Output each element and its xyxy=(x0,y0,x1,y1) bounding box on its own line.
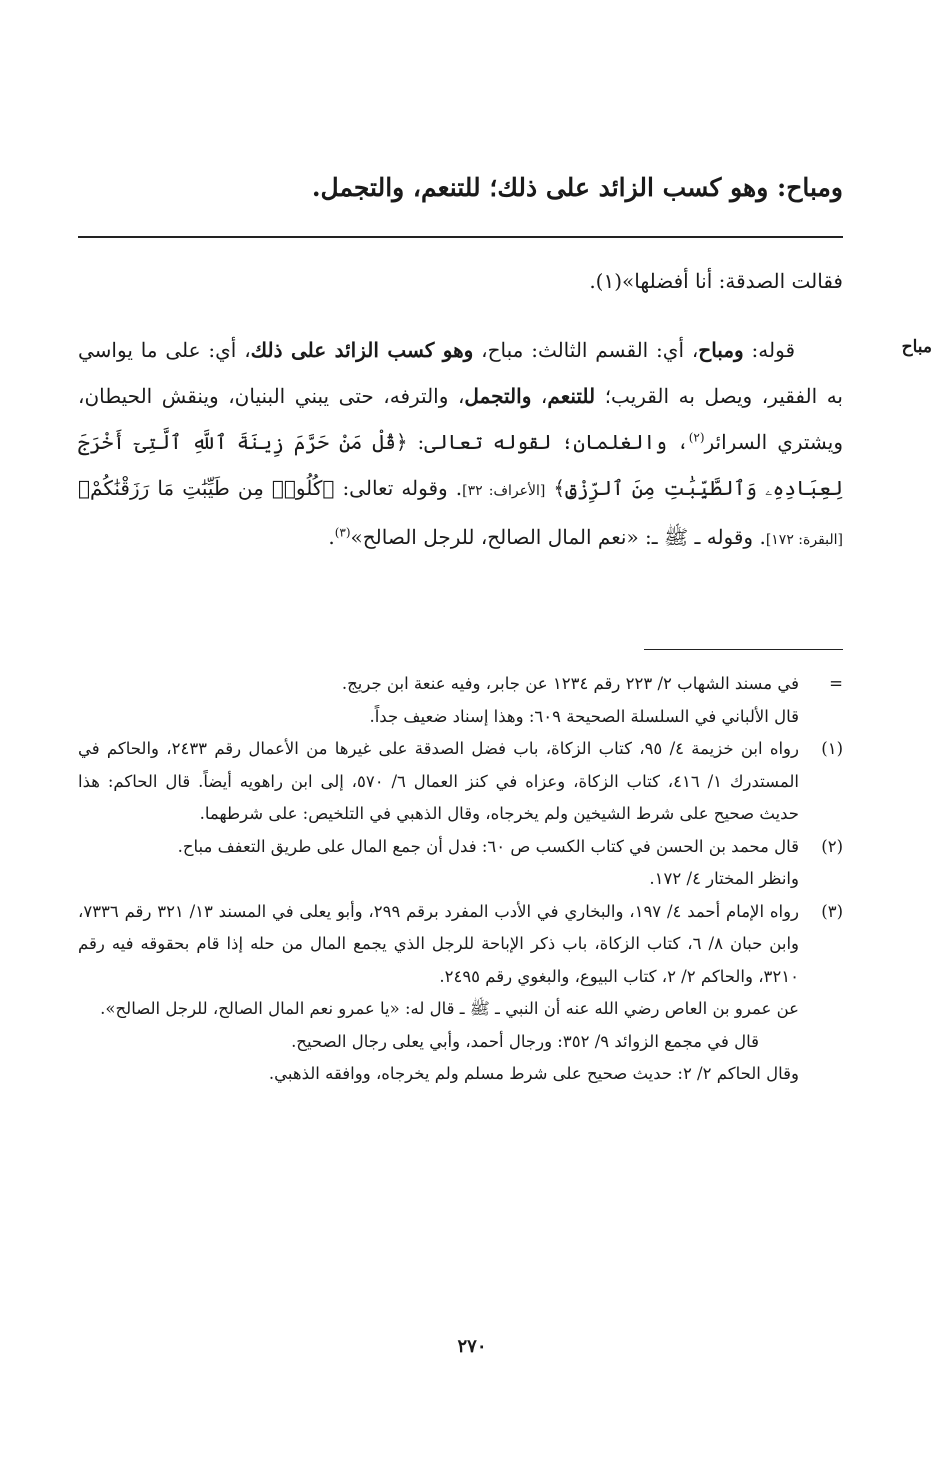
footnote-1: (١) رواه ابن خزيمة ٤/ ٩٥، كتاب الزكاة، باب فضل الصدقة على غيرها من الأعمال رقم ٢٤٣٣، والحاكم في المستدرك ١/ ٤١٦، كتاب الزكاة، وعزاه في كنز العمال ٦/ ٥٧٠، إلى ابن راهويه أيضاً. قال الحاكم: هذا حديث صحيح على شرط الشيخين ولم يخرجاه، وقال الذهبي في التلخيص: على شرطهما. xyxy=(78,733,843,831)
footnote-ref-2: (٢) xyxy=(688,430,705,445)
footnote-separator-rule xyxy=(644,649,843,650)
footnote-continued: = في مسند الشهاب ٢/ ٢٢٣ رقم ١٢٣٤ عن جابر، وفيه عنعة ابن جريج. قال الألباني في السلسلة الصحيحة ٦٠٩: وهذا إسناد ضعيف جداً. xyxy=(78,668,843,733)
footnote-mark: = xyxy=(829,674,843,693)
footnote-mark: (٣) xyxy=(821,901,843,921)
footnote-3: (٣) رواه الإمام أحمد ٤/ ١٩٧، والبخاري في الأدب المفرد برقم ٢٩٩، وأبو يعلى في المسند ١٣/ ٣٢١ رقم ٧٣٣٦، وابن حبان ٨/ ٦، كتاب الزكاة، باب ذكر الإباحة للرجل الذي يجمع المال من حله إذا قام بحقوقه فيه رقم ٣٢١٠، والحاكم ٢/ ٢، كتاب البيوع، والبغوي رقم ٢٤٩٥. عن عمرو بن العاص رضي الله عنه أن النبي ـ ﷺ ـ قال له: «يا عمرو نعم المال الصالح، للرجل الصالح». قال في مجمع الزوائد ٩/ ٣٥٢: ورجال أحمد، وأبي يعلى رجال الصحيح. وقال الحاكم ٢/ ٢: حديث صحيح على شرط مسلم ولم يخرجاه، ووافقه الذهبي. xyxy=(78,896,843,1091)
matn-quote-4: والتجمل xyxy=(464,384,532,408)
matn-heading: ومباح: وهو كسب الزائد على ذلك؛ للتنعم، والتجمل. xyxy=(311,173,843,202)
quran-ref-1: [الأعراف: ٣٢] xyxy=(462,483,546,499)
matn-separator-rule xyxy=(78,236,843,238)
footnote-mark: (١) xyxy=(821,739,843,758)
matn-quote-2: وهو كسب الزائد على ذلك xyxy=(250,338,474,362)
commentary-first-line: فقالت الصدقة: أنا أفضلها»(١). xyxy=(589,269,843,293)
matn-quote-1: ومباح xyxy=(698,338,744,362)
margin-note: مباح xyxy=(901,337,932,357)
footnote-mark: (٢) xyxy=(821,836,843,856)
footnote-ref-3: (٣) xyxy=(334,525,351,540)
commentary-paragraph: قوله: ومباح، أي: القسم الثالث: مباح، وهو كسب الزائد على ذلك، أي: على ما يواسي به الفقير، ويصل به القريب؛ للتنعم، والتجمل، والترفه، حتى يبني البنيان، وينقش الحيطان، ويشتري السرائر$^{(٢)}$، والغلمان؛ لقوله تعالى: ﴿قُلْ مَنْ حَرَّمَ زِينَةَ ٱللَّهِ ٱلَّتِىٓ أَخْرَجَ لِعِبَادِهِۦ وَٱلطَّيِّبَٰتِ مِنَ ٱلرِّزْقِ﴾ [الأعراف: ٣٢]. وقوله تعالى: ﴿كُلُوا۟ مِن طَيِّبَٰتِ مَا رَزَقْنَٰكُمْ﴾ [البقرة: ١٧٢]. وقوله ـ ﷺ ـ: «نعم المال الصالح، للرجل الصالح»$^{(٣)}$. xyxy=(78,338,843,549)
matn-quote-3: للتنعم xyxy=(547,384,596,408)
quran-ref-2: [البقرة: ١٧٢] xyxy=(765,532,843,548)
page-number: ٢٧٠ xyxy=(457,1336,487,1357)
footnote-2: (٢) قال محمد بن الحسن في كتاب الكسب ص ٦٠: فدل أن جمع المال على طريق التعفف مباح. وانظر المختار ٤/ ١٧٢. xyxy=(78,831,843,896)
footnotes xyxy=(78,668,843,1091)
